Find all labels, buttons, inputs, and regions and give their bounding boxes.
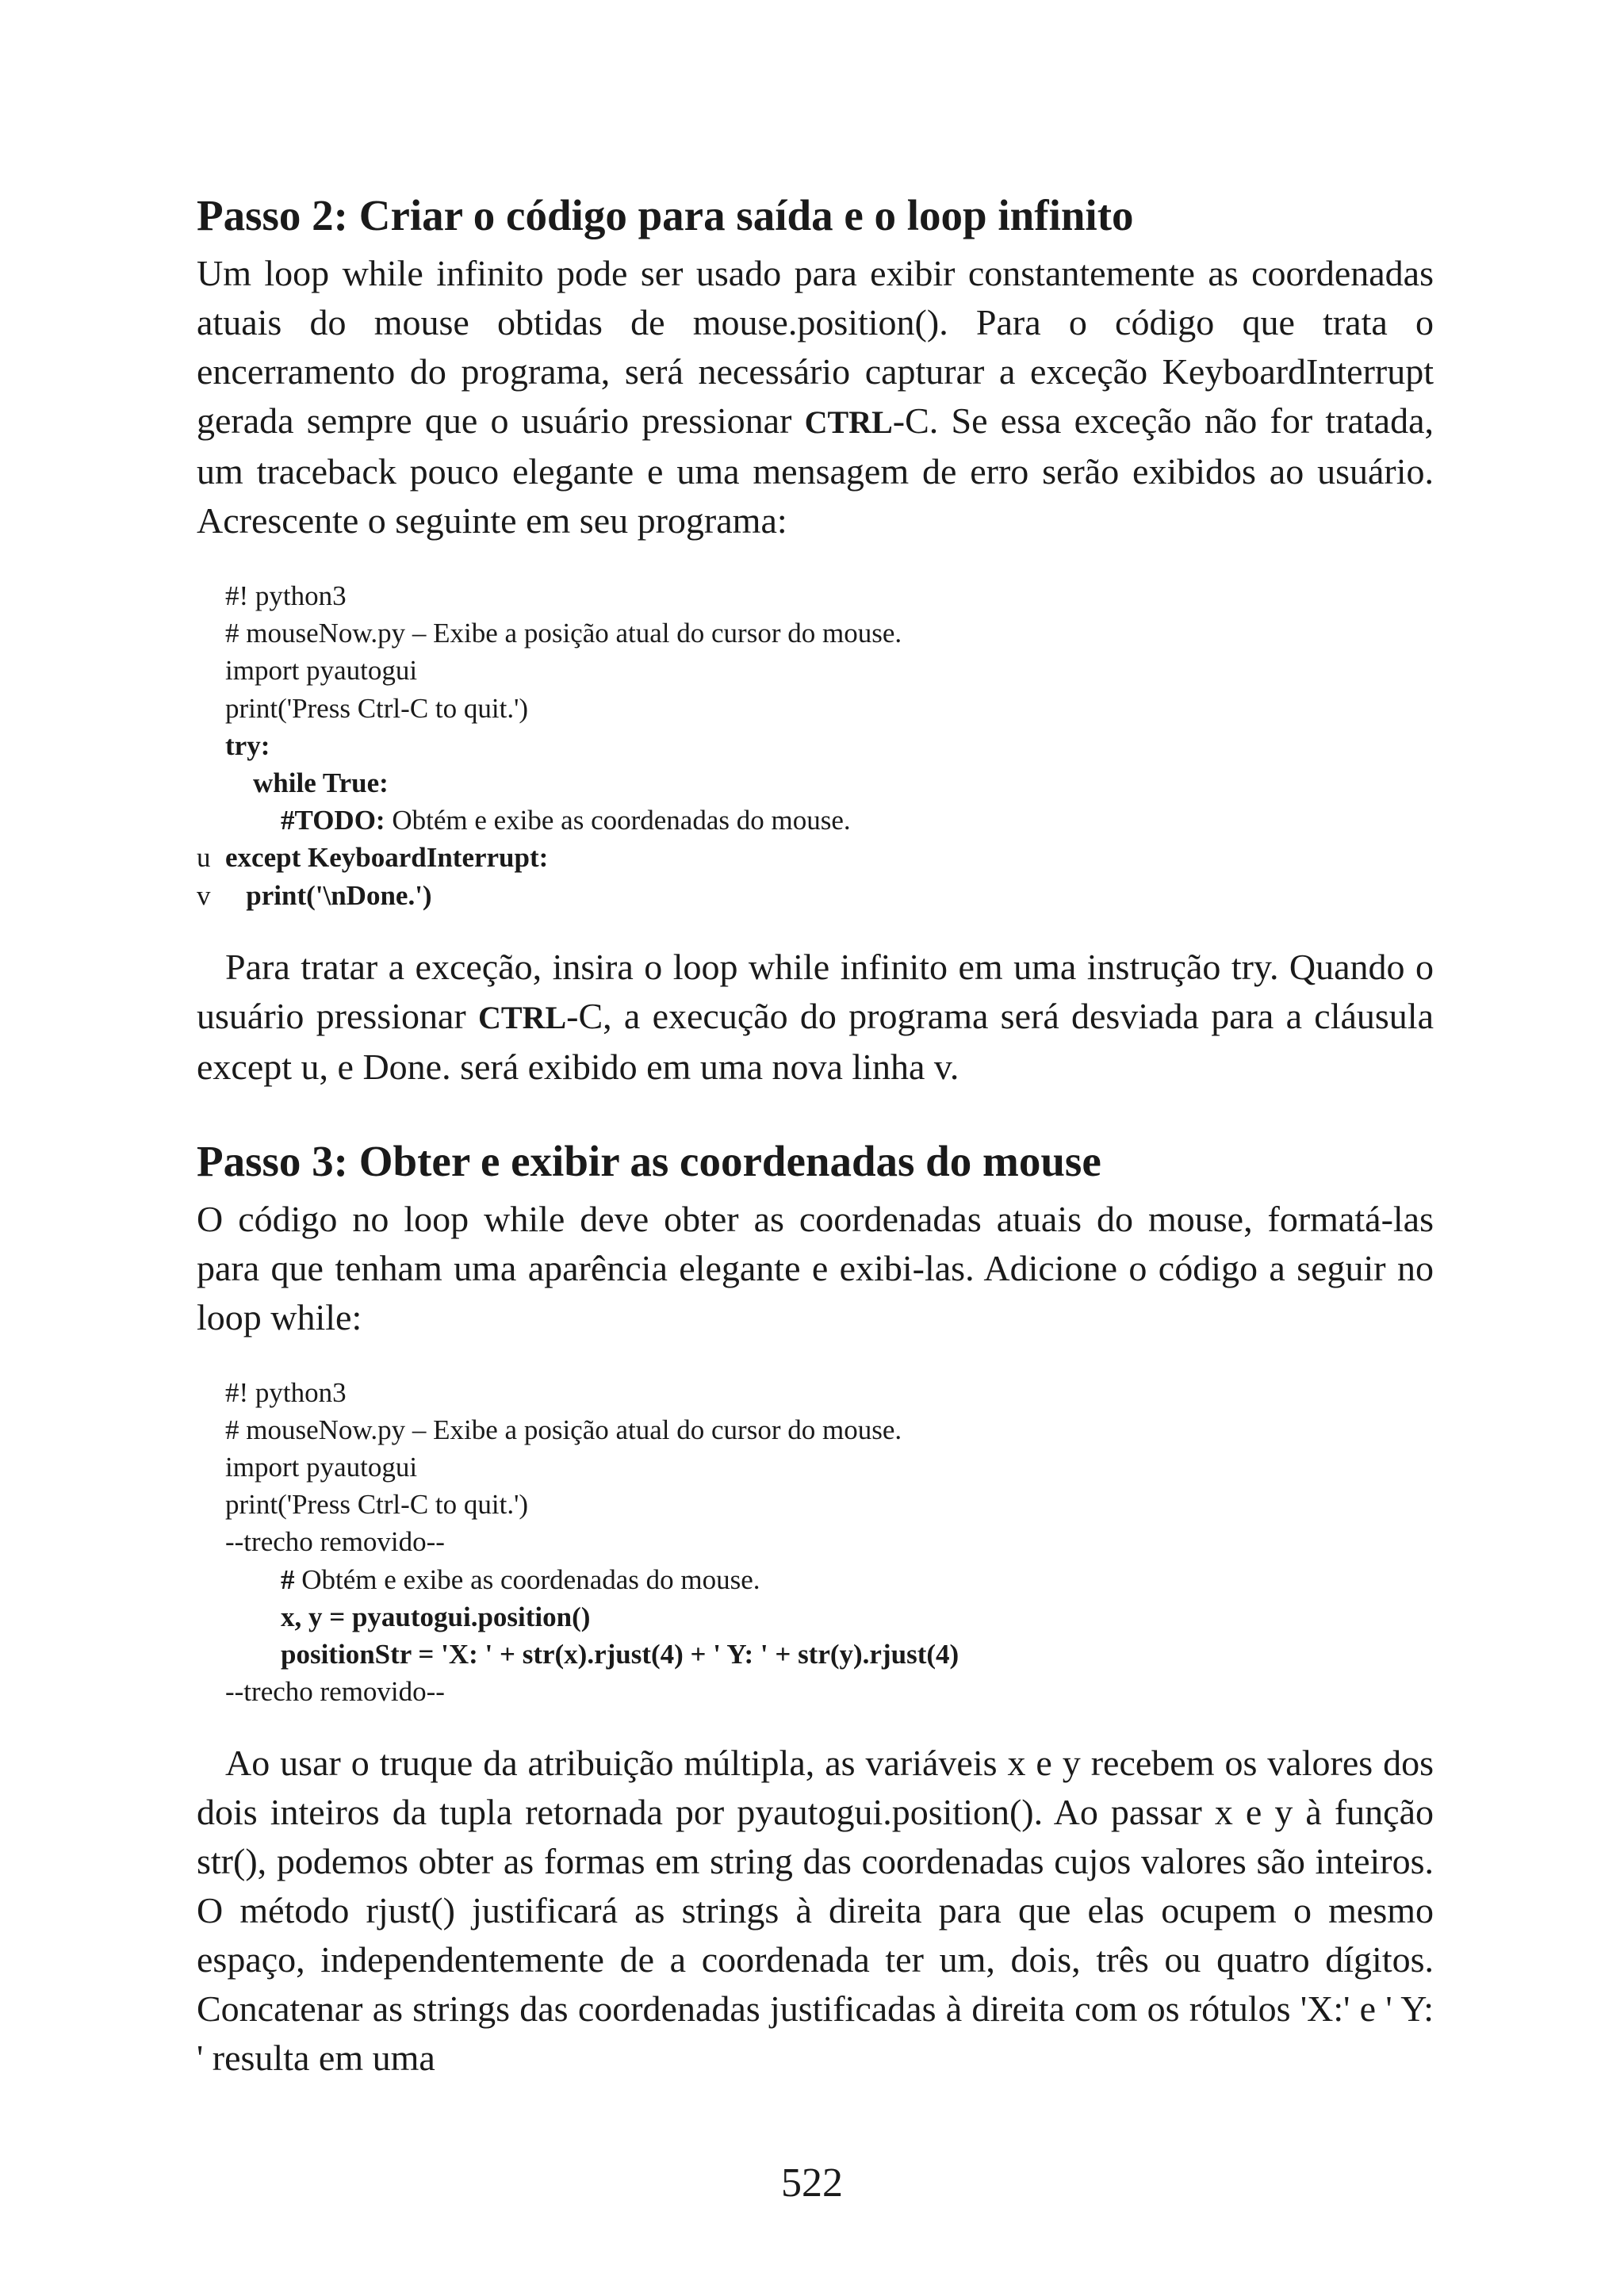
code-text: #! python3	[225, 580, 347, 611]
code-line	[197, 1411, 1434, 1448]
key-ctrl: CTRL	[804, 404, 893, 440]
code-line	[197, 690, 1434, 727]
paragraph-intro-passo-3: O código no loop while deve obter as coordenadas atuais do mouse, formatá-las para que tenham uma aparência elegante e exibi-las. Adicione o código a seguir no loop while:	[197, 1198, 1434, 1337]
code-line	[197, 727, 1434, 764]
code-marker-v: v	[197, 879, 211, 911]
code-text: --trecho removido--	[225, 1676, 445, 1708]
code-text: #TODO:	[281, 805, 385, 836]
code-text: import pyautogui	[225, 655, 418, 687]
code-text: print('Press Ctrl-C to quit.')	[225, 692, 529, 724]
code-line	[197, 839, 1434, 876]
paragraph-exception-explanation	[197, 943, 1434, 1092]
code-line	[197, 877, 1434, 914]
code-line	[197, 764, 1434, 802]
paragraph-intro-passo-2	[197, 249, 1434, 545]
code-text: try:	[225, 729, 270, 761]
paragraph-multiple-assignment: Ao usar o truque da atribuição múltipla, as variáveis x e y recebem os valores dos dois inteiros da tupla retornada por pyautogui.position(). Ao passar x e y à função str(), podemos obter as formas em string das coordenadas cujos valores são inteiros. O método rjust() justificará as strings à direita para que elas ocupem o mesmo espaço, independentemente de a coordenada ter um, dois, três ou quatro dígitos. Concatenar as strings das coordenadas justificadas à direita com os rótulos 'X:' e ' Y: ' resulta em uma	[197, 1743, 1434, 2079]
text-run: -C. Se essa exceção não for tratada, um traceback pouco elegante e uma mensagem de erro serão exibidos ao usuário. Acrescente o seguinte em seu programa:	[197, 400, 1434, 541]
code-text: print('\nDone.')	[246, 879, 432, 911]
code-text: x, y = pyautogui.position()	[281, 1601, 591, 1632]
code-text: Obtém e exibe as coordenadas do mouse.	[385, 805, 851, 836]
section-heading-passo-2: Passo 2: Criar o código para saída e o loop infinito	[197, 191, 1134, 239]
code-line	[197, 1636, 1434, 1673]
page-content	[197, 187, 1434, 2083]
code-text: Obtém e exibe as coordenadas do mouse.	[294, 1563, 760, 1595]
code-text: except KeyboardInterrupt:	[225, 842, 549, 874]
section-heading-passo-3: Passo 3: Obter e exibir as coordenadas do mouse	[197, 1136, 1101, 1185]
code-text: import pyautogui	[225, 1452, 418, 1483]
code-line	[197, 1561, 1434, 1598]
code-line	[197, 614, 1434, 652]
code-line	[197, 1673, 1434, 1710]
code-text: # mouseNow.py – Exibe a posição atual do cursor do mouse.	[225, 618, 902, 649]
key-ctrl: CTRL	[478, 999, 567, 1035]
code-line	[197, 1598, 1434, 1636]
code-text: print('Press Ctrl-C to quit.')	[225, 1489, 529, 1521]
code-text: # mouseNow.py – Exibe a posição atual do cursor do mouse.	[225, 1414, 902, 1445]
text-run: -C, a execução do programa será desviada para a cláusula except u, e Done. será exibido em uma nova linha v.	[197, 995, 1434, 1087]
code-listing-1	[197, 577, 1434, 914]
text-run: Um loop while infinito pode ser usado para exibir constantemente as coordenadas atuais do mouse obtidas de mouse.position(). Para o código que trata o encerramento do programa, será necessário capturar a exceção KeyboardInterrupt gerada sempre que o usuário pressionar	[197, 253, 1434, 441]
code-line	[197, 1486, 1434, 1523]
code-text: --trecho removido--	[225, 1526, 445, 1558]
code-line	[197, 577, 1434, 614]
code-line	[197, 1523, 1434, 1560]
code-marker-u: u	[197, 842, 211, 874]
code-text: #! python3	[225, 1376, 347, 1408]
code-line	[197, 652, 1434, 689]
text-run: Para tratar a exceção, insira o loop while infinito em uma instrução try. Quando o usuário pressionar	[197, 946, 1434, 1036]
code-line	[197, 1374, 1434, 1411]
code-text: #	[281, 1563, 295, 1595]
code-line	[197, 802, 1434, 839]
page-number: 522	[781, 2160, 843, 2206]
code-text: positionStr = 'X: ' + str(x).rjust(4) + ' Y: ' + str(y).rjust(4)	[281, 1639, 959, 1670]
code-listing-2	[197, 1374, 1434, 1711]
code-text: while True:	[253, 767, 389, 798]
code-line	[197, 1448, 1434, 1486]
